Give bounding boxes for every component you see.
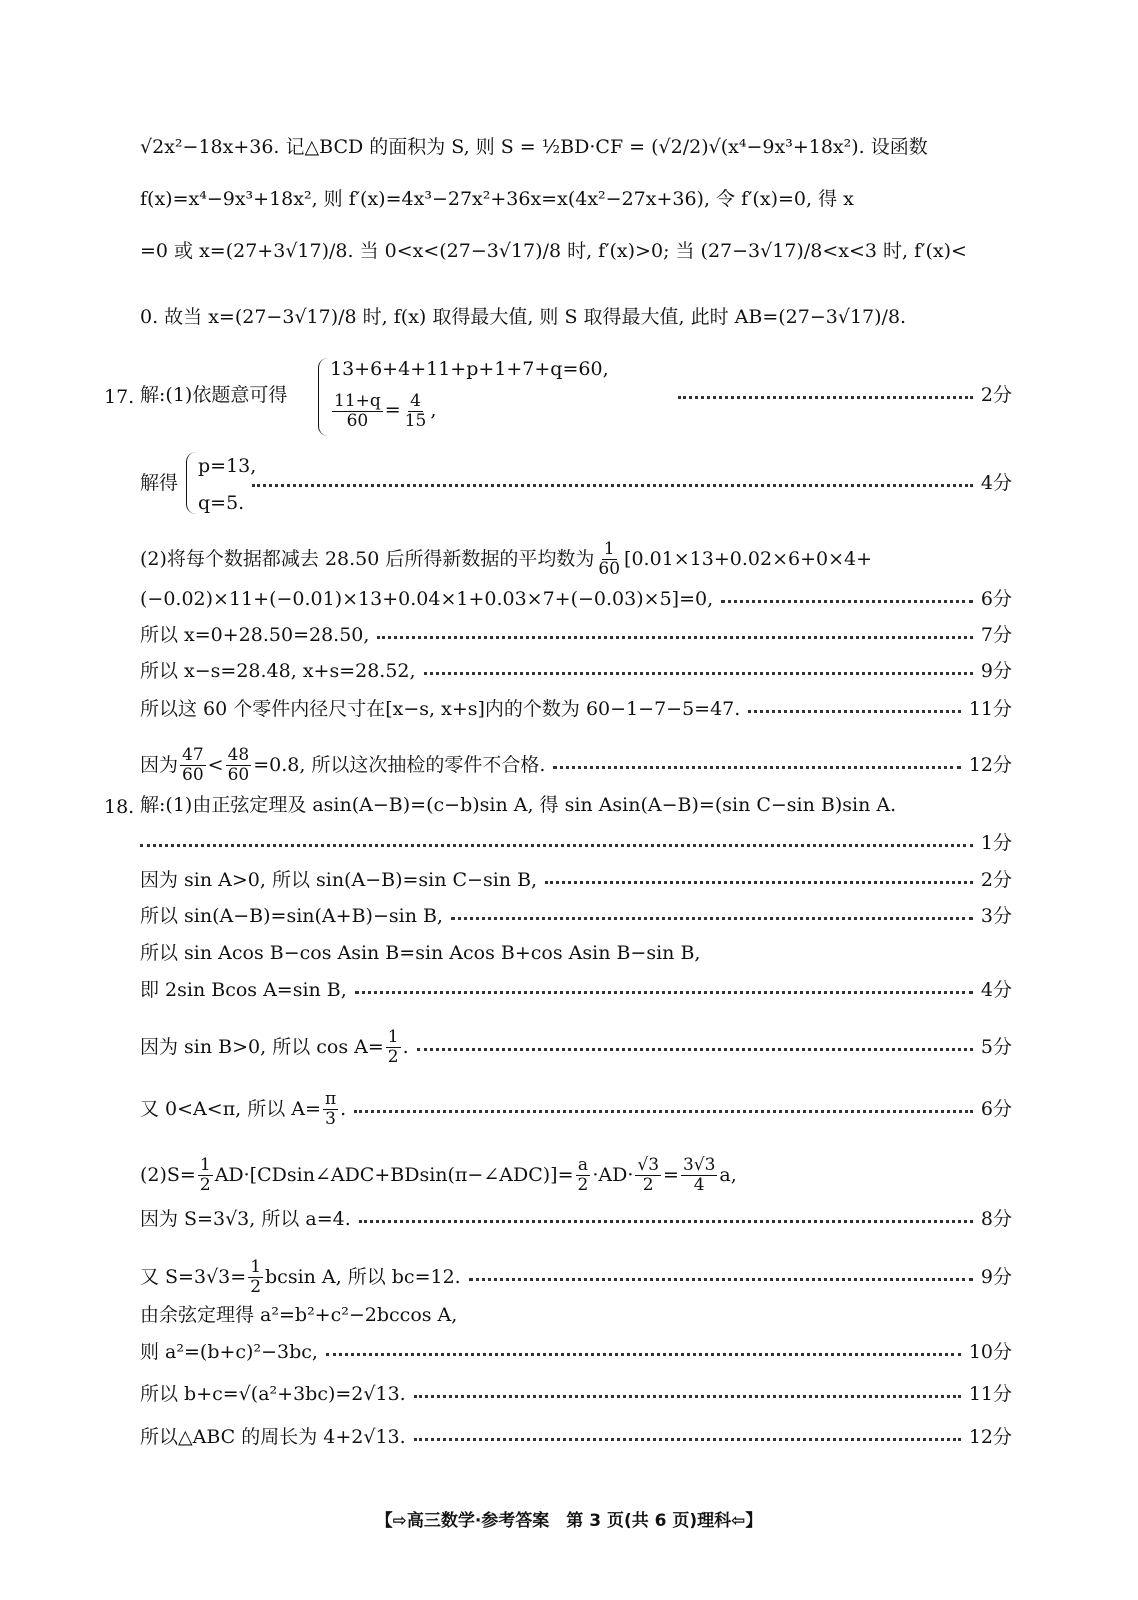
q17-count-line [140,700,1012,719]
dot-leader [326,1353,961,1356]
q17-eq1 [330,358,609,380]
dot-leader [553,766,960,769]
q17-interval: 所以 x−s=28.48, x+s=28.52, [140,660,416,682]
q18-line10-n: 1 [250,1257,262,1277]
q17-frac1-num: 47 [182,745,204,765]
q17-score1-line [670,386,1012,405]
dot-leader [417,1048,973,1051]
dot-leader [140,844,973,847]
q17-score3: 6分 [980,588,1012,610]
q17-eq2-den: 60 [346,410,369,431]
q18-line7-den: 3 [325,1108,336,1129]
q17-part2-frac [596,540,622,578]
q18-score1-line [140,834,1012,853]
q18-intro-line [140,796,1012,815]
q18-line8-n: 1 [199,1155,211,1175]
dot-leader [414,1395,961,1398]
q18-line8-tn: 3√3 [682,1155,716,1175]
q18-intro: 解:(1)由正弦定理及 asin(A−B)=(c−b)sin A, 得 sin Asin(A−B)=(sin C−sin B)sin A. [140,794,897,816]
dot-leader [354,1110,973,1113]
dot-leader [424,672,973,675]
q18-line8-b: AD·[CDsin∠ADC+BDsin(π−∠ADC)]= [214,1163,574,1186]
q17-count: 所以这 60 个零件内径尺寸在[x−s, x+s]内的个数为 60−1−7−5=47. [140,698,741,720]
q17-eq2-eq: = [384,399,401,422]
q18-line8-frac1 [198,1156,213,1194]
q17-intro: 解:(1)依题意可得 [140,384,288,406]
q18-line8-frac2 [576,1156,591,1194]
q18-line8-td: 4 [693,1174,705,1195]
q18-line11 [140,1306,1012,1325]
q18-line9-text: 因为 S=3√3, 所以 a=4. [140,1208,351,1230]
q18-line7-a: 又 0<A<π, 所以 A= [140,1097,321,1120]
q18-line13-text: 所以 b+c=√(a²+3bc)=2√13. [140,1383,406,1405]
q18-line8-a: (2)S= [140,1163,196,1186]
q17-p-value: p=13, [198,455,257,477]
q18-line6-b: . [402,1035,409,1058]
q16-line-4 [140,308,1012,327]
q18-line8-sn: √3 [637,1155,660,1175]
q18-score2: 2分 [980,869,1012,891]
q17-eq2-num: 11+q [334,391,381,411]
q18-line8-d: 2 [199,1174,211,1195]
q17-eq1-text: 13+6+4+11+p+1+7+q=60, [330,358,609,380]
q17-score7: 12分 [968,753,1012,776]
q17-because: 因为 [140,753,179,776]
q18-line6-den: 2 [387,1046,399,1067]
q18-score9: 8分 [980,1208,1012,1230]
q17-eq2 [330,392,436,430]
q17-solve-line [140,474,1012,493]
q18-line10 [140,1258,1012,1296]
q18-line5-text: 即 2sin Bcos A=sin B, [140,979,347,1001]
q17-score5: 9分 [980,660,1012,682]
q17-frac-48-60 [226,746,252,784]
dot-leader [451,917,973,920]
q18-score6: 5分 [980,1035,1012,1058]
dot-leader [377,636,972,639]
page-footer: 【⇨高三数学·参考答案 第 3 页(共 6 页)理科⇦】 [375,1511,763,1531]
q17-eq2-tail: , [430,399,437,422]
q18-line7 [140,1090,1012,1128]
q16-line-2 [140,190,1012,209]
q17-q-value: q=5. [198,492,245,514]
q18-line3-text: 所以 sin(A−B)=sin(A+B)−sin B, [140,905,443,927]
q18-line8 [140,1156,1012,1194]
q17-part2-line2 [140,590,1012,609]
q18-frac-half [386,1028,401,1066]
q18-line8-eq: = [663,1163,679,1186]
q17-part2-text-a: (2)将每个数据都减去 28.50 后所得新数据的平均数为 [140,547,595,570]
q17-interval-line [140,662,1012,681]
q17-score4: 7分 [980,624,1012,646]
dot-leader [359,1220,973,1223]
q18-line9 [140,1210,1012,1229]
q18-score14: 12分 [968,1426,1012,1448]
q18-line2-text: 因为 sin A>0, 所以 sin(A−B)=sin C−sin B, [140,869,538,891]
dot-leader [414,1438,961,1441]
q18-line14-text: 所以△ABC 的周长为 4+2√13. [140,1426,406,1448]
q17-frac2-den: 60 [227,764,250,785]
dot-leader [748,710,961,713]
q16-line-3 [140,242,1012,261]
q17-conclusion-line [140,746,1012,784]
q17-eq2-frac [332,392,383,430]
dot-leader [721,600,973,603]
q17-frac2-num: 48 [227,745,250,765]
q17-lt: < [207,753,224,776]
q17-mean-line [140,626,1012,645]
q18-line5 [140,981,1012,1000]
q18-frac-pi3 [323,1090,338,1128]
q18-line10-d: 2 [250,1276,262,1297]
q17-frac-47-60 [180,746,206,784]
q18-line8-tail: a, [719,1163,737,1186]
q18-line6 [140,1028,1012,1066]
q18-line10-b: bcsin A, 所以 bc=12. [265,1265,461,1288]
q18-score5: 4分 [980,979,1012,1001]
q18-line12-text: 则 a²=(b+c)²−3bc, [140,1341,318,1363]
q18-number: 18. [104,796,135,818]
q17-eq2-rden: 15 [404,410,427,431]
q18-score7: 6分 [980,1097,1012,1120]
q17-score1: 2分 [980,384,1012,406]
q17-part2-text-b: [0.01×13+0.02×6+0×4+ [624,547,873,570]
q17-conclusion: =0.8, 所以这次抽检的零件不合格. [253,753,546,776]
q18-line8-frac3 [635,1156,661,1194]
q17-solve-label: 解得 [140,472,179,494]
q18-score10: 9分 [980,1265,1012,1288]
q18-line7-num: π [324,1089,337,1109]
q17-number: 17. [104,386,135,408]
q18-line7-b: . [340,1097,347,1120]
q18-line4-text: 所以 sin Acos B−cos Asin B=sin Acos B+cos Asin B−sin B, [140,942,701,964]
q18-score12: 10分 [968,1341,1012,1363]
q17-part2-text-c: (−0.02)×11+(−0.01)×13+0.04×1+0.03×7+(−0.03)×5]=0, [140,588,714,610]
q18-line6-a: 因为 sin B>0, 所以 cos A= [140,1035,384,1058]
q16-line-4-text: 0. 故当 x=(27−3√17)/8 时, f(x) 取得最大值, 则 S 取得最大值, 此时 AB=(27−3√17)/8. [140,306,907,328]
q17-part2-frac-den: 60 [598,558,621,579]
q16-line-3-text: =0 或 x=(27+3√17)/8. 当 0<x<(27−3√17)/8 时, f′(x)>0; 当 (27−3√17)/8<x<3 时, f′(x)< [140,240,967,262]
q18-line8-frac4 [681,1156,717,1194]
q16-line-1-text: √2x²−18x+36. 记△BCD 的面积为 S, 则 S = ½BD·CF = (√2/2)√(x⁴−9x³+18x²). 设函数 [140,136,928,158]
q18-line14 [140,1428,1012,1447]
q18-line8-an: a [577,1155,588,1175]
q18-line11-text: 由余弦定理得 a²=b²+c²−2bccos A, [140,1304,458,1326]
q18-line10-frac [248,1258,263,1296]
q18-line8-c: ·AD· [592,1163,634,1186]
q18-line8-sd: 2 [642,1174,654,1195]
dot-leader [545,881,973,884]
q17-part2-line1 [140,540,1012,578]
q17-eq2-rnum: 4 [410,391,421,411]
dot-leader [252,484,973,487]
q18-line2 [140,871,1012,890]
q18-line8-ad: 2 [577,1174,589,1195]
q18-score1: 1分 [980,832,1012,854]
q18-line3 [140,907,1012,926]
q17-mean: 所以 x=0+28.50=28.50, [140,624,370,646]
q18-line6-num: 1 [387,1027,399,1047]
q18-line12 [140,1343,1012,1362]
q16-line-2-text: f(x)=x⁴−9x³+18x², 则 f′(x)=4x³−27x²+36x=x(4x²−27x+36), 令 f′(x)=0, 得 x [140,188,854,210]
dot-leader [678,396,973,399]
q17-frac1-den: 60 [182,764,204,785]
q18-score3: 3分 [980,905,1012,927]
q17-score6: 11分 [968,698,1012,720]
q17-score2: 4分 [980,472,1012,494]
q17-part2-frac-num: 1 [603,539,615,559]
dot-leader [355,991,973,994]
q16-line-1 [140,138,1012,157]
q18-score13: 11分 [968,1383,1012,1405]
q18-line10-a: 又 S=3√3= [140,1265,247,1288]
q18-line4 [140,944,1012,963]
q17-eq2-rfrac [403,392,429,430]
dot-leader [469,1278,973,1281]
q18-line13 [140,1385,1012,1404]
